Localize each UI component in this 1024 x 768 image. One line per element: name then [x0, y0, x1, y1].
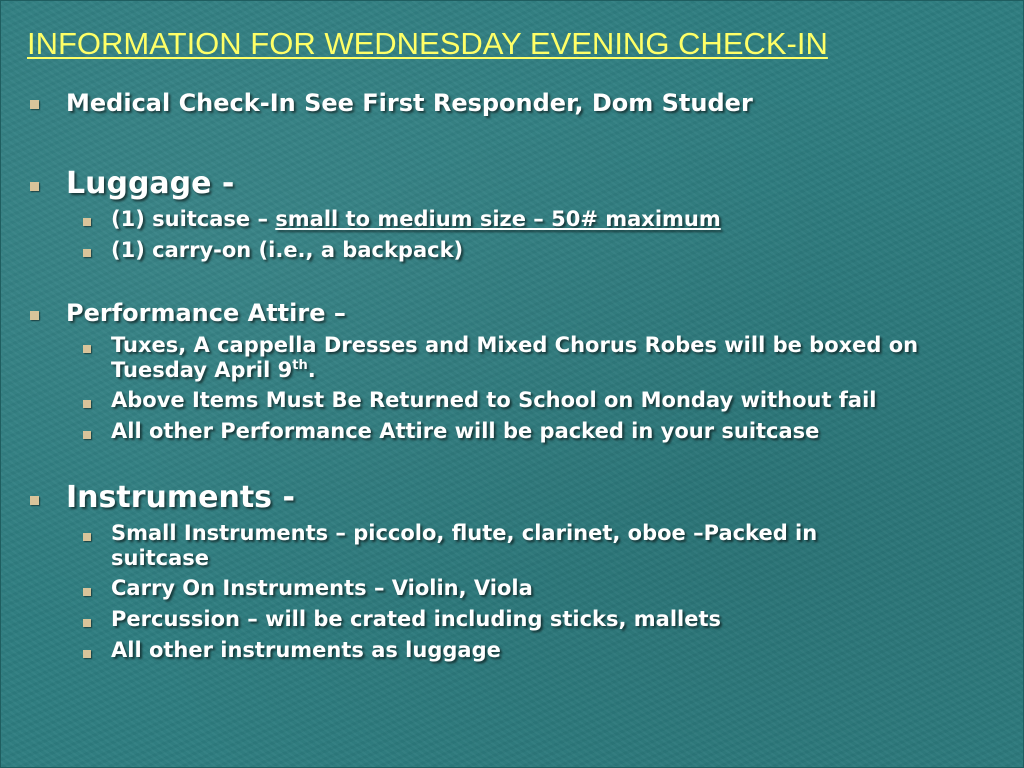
bullet-square-icon: [30, 311, 39, 320]
date-ordinal-suffix: th: [292, 358, 308, 373]
other-instruments-item: All other instruments as luggage: [111, 638, 501, 662]
suitcase-label: (1) suitcase –: [111, 207, 276, 231]
luggage-heading: Luggage -: [66, 166, 235, 201]
bullet-square-icon: [30, 496, 39, 505]
small-instruments-line1: Small Instruments – piccolo, flute, clarinet, oboe –Packed in: [111, 521, 818, 545]
carry-on-item: (1) carry-on (i.e., a backpack): [111, 238, 464, 262]
performance-attire-heading: Performance Attire –: [66, 299, 346, 327]
attire-boxed-line2: [111, 358, 316, 383]
sub-bullet-square-icon: [83, 619, 91, 627]
sub-bullet-square-icon: [83, 588, 91, 596]
attire-boxed-line1: Tuxes, A cappella Dresses and Mixed Chorus Robes will be boxed on: [111, 333, 919, 357]
small-instruments-line2: suitcase: [111, 546, 210, 570]
attire-boxed-period: .: [307, 358, 316, 382]
percussion-item: Percussion – will be crated including sticks, mallets: [111, 607, 722, 631]
carry-on-instruments-item: Carry On Instruments – Violin, Viola: [111, 576, 533, 600]
sub-bullet-square-icon: [83, 431, 91, 439]
bullet-square-icon: [30, 182, 39, 191]
attire-packed-item: All other Performance Attire will be packed in your suitcase: [111, 419, 820, 443]
sub-bullet-square-icon: [83, 400, 91, 408]
bullet-square-icon: [30, 100, 39, 109]
slide-title: INFORMATION FOR WEDNESDAY EVENING CHECK-IN: [27, 26, 828, 61]
sub-bullet-square-icon: [83, 650, 91, 658]
sub-bullet-square-icon: [83, 533, 91, 541]
attire-boxed-date: Tuesday April 9: [111, 358, 293, 382]
sub-bullet-square-icon: [83, 249, 91, 257]
sub-bullet-square-icon: [83, 218, 91, 226]
suitcase-item: [111, 207, 721, 232]
attire-return-item: Above Items Must Be Returned to School on Monday without fail: [111, 388, 877, 412]
instruments-heading: Instruments -: [66, 480, 295, 515]
suitcase-size-limit: small to medium size – 50# maximum: [275, 207, 721, 231]
sub-bullet-square-icon: [83, 345, 91, 353]
medical-checkin-item: Medical Check-In See First Responder, Dom Studer: [66, 89, 753, 117]
